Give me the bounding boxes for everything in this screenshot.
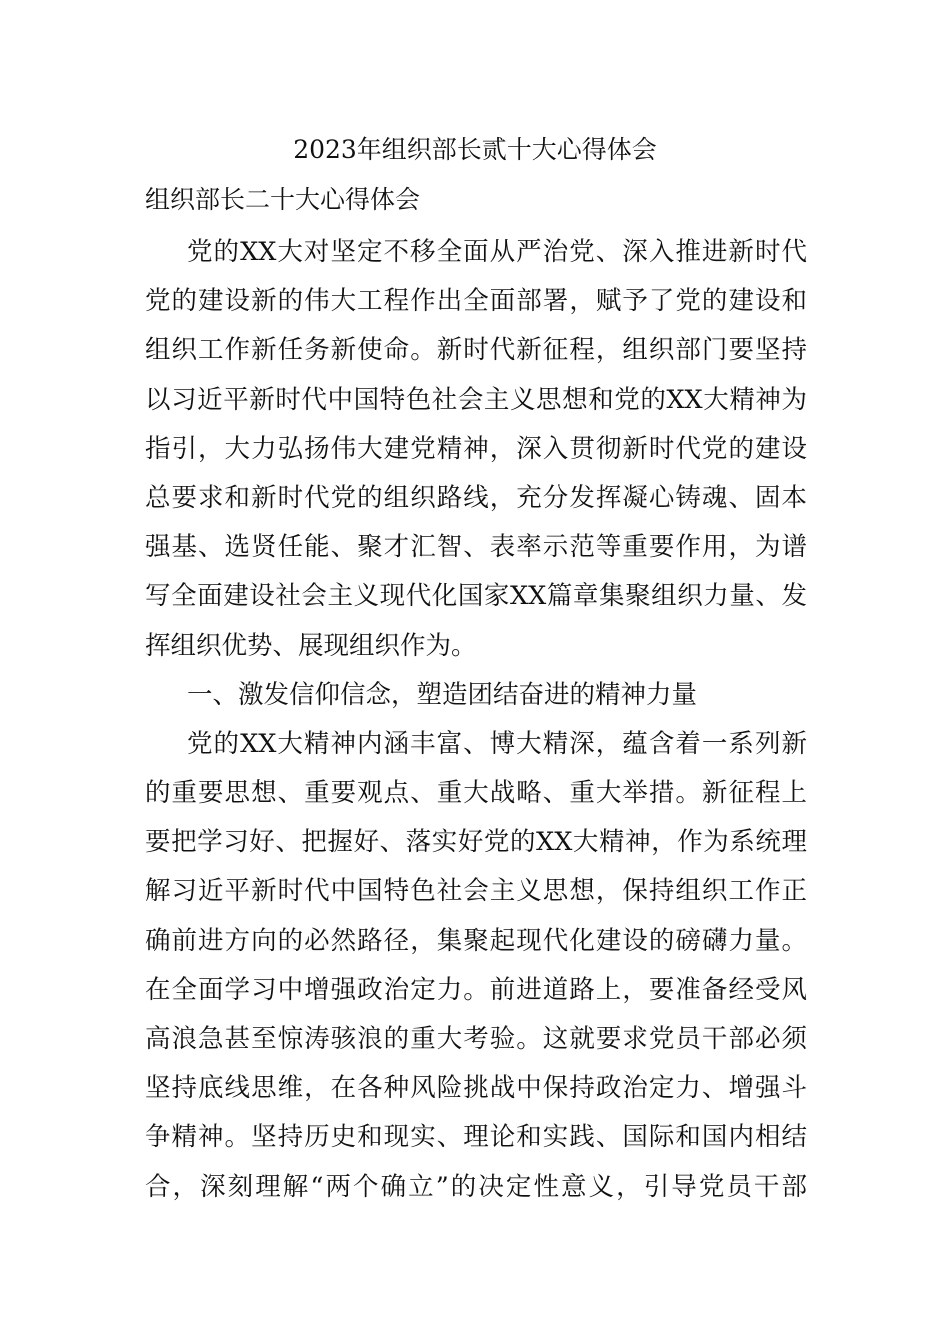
paragraph-1-line-7: 强基、选贤任能、聚才汇智、表率示范等重要作用，为谱 — [145, 532, 807, 563]
document-body — [145, 228, 807, 1212]
paragraph-1-line-9: 挥组织优势、展现组织作为。 — [145, 630, 477, 661]
paragraph-2-line-2: 的重要思想、重要观点、重大战略、重大举措。新征程上 — [145, 778, 807, 809]
paragraph-1-line-2: 党的建设新的伟大工程作出全面部署，赋予了党的建设和 — [145, 286, 807, 317]
paragraph-1-line-3: 组织工作新任务新使命。新时代新征程，组织部门要坚持 — [145, 335, 807, 366]
paragraph-2-line-9: 争精神。坚持历史和现实、理论和实践、国际和国内相结 — [145, 1122, 807, 1153]
paragraph-2-line-7: 高浪急甚至惊涛骇浪的重大考验。这就要求党员干部必须 — [145, 1024, 807, 1054]
paragraph-2-line-5: 确前进方向的必然路径，集聚起现代化建设的磅礴力量。 — [145, 925, 807, 956]
paragraph-2-line-8: 坚持底线思维，在各种风险挑战中保持政治定力、增强斗 — [145, 1073, 807, 1104]
paragraph-1-line-8: 写全面建设社会主义现代化国家XX篇章集聚组织力量、发 — [145, 581, 807, 612]
paragraph-2-line-10: 合，深刻理解“两个确立”的决定性意义，引导党员干部 — [145, 1171, 807, 1202]
paragraph-2-line-4: 解习近平新时代中国特色社会主义思想，保持组织工作正 — [145, 876, 807, 907]
document-title: 2023年组织部长贰十大心得体会 — [293, 135, 657, 164]
section-heading-1: 一、激发信仰信念，塑造团结奋进的精神力量 — [187, 679, 698, 710]
paragraph-2-line-6: 在全面学习中增强政治定力。前进道路上，要准备经受风 — [145, 974, 807, 1005]
paragraph-1-line-5: 指引，大力弘扬伟大建党精神，深入贯彻新时代党的建设 — [145, 433, 807, 464]
paragraph-1-line-4: 以习近平新时代中国特色社会主义思想和党的XX大精神为 — [145, 384, 807, 415]
paragraph-1-line-1: 党的XX大对坚定不移全面从严治党、深入推进新时代 — [187, 237, 807, 267]
paragraph-1-line-6: 总要求和新时代党的组织路线，充分发挥凝心铸魂、固本 — [145, 482, 807, 513]
paragraph-2-line-1: 党的XX大精神内涵丰富、博大精深，蕴含着一系列新 — [187, 728, 807, 759]
paragraph-2-line-3: 要把学习好、把握好、落实好党的XX大精神，作为系统理 — [145, 827, 807, 858]
document-subtitle: 组织部长二十大心得体会 — [145, 185, 421, 214]
